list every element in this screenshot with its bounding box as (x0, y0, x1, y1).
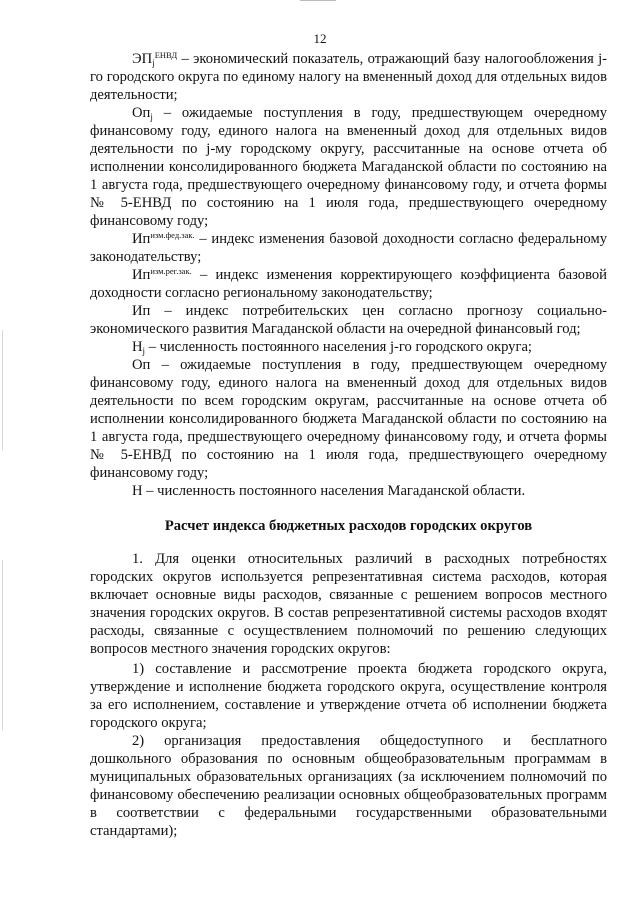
symbol-subscript: j (150, 112, 153, 122)
definition-text: – численность постоянного населения j-го городского округа; (145, 339, 532, 355)
page-number: 12 (313, 31, 327, 46)
definition-text: – ожидаемые поступления в году, предшествующем очередному финансовому году, единого налога на вмененный доход для отдельных видов деятельности по всем городским округам, рассчитанные на основе отчета об исполнении консолидированного бюджета Магаданской области по состоянию на 1 августа года, предшествующего очередному финансовому году, и отчета формы № 5-ЕНВД по состоянию на 1 июля года, предшествующего очередному финансовому году; (90, 357, 607, 481)
definition-text: – индекс изменения базовой доходности согласно федеральному законодательству; (90, 231, 607, 265)
symbol-superscript: ЕНВД (154, 50, 178, 60)
symbol: Оп (132, 105, 151, 121)
scan-edge-mark (300, 0, 336, 1)
definition-op-j (90, 104, 607, 230)
symbol-subscript: j (142, 346, 146, 356)
symbol: Н (132, 339, 143, 355)
definition-text: – ожидаемые поступления в году, предшествующем очередному финансовому году, единого налога на вмененный доход для отдельных видов деятельности по j-му городскому округу, рассчитанные на основе отчета об исполнении консолидированного бюджета Магаданской области по состоянию на 1 августа года, предшествующего очередному финансовому году, и отчета формы № 5-ЕНВД по состоянию на 1 июля года, предшествующего очередному финансовому году; (90, 105, 607, 229)
symbol-subscript: j (152, 58, 155, 68)
symbol: ЭП (132, 51, 153, 67)
definition-ip-reg (90, 266, 607, 302)
definition-op-total (90, 356, 607, 482)
symbol-superscript: изм.фед.зак. (150, 230, 195, 240)
symbol: Ип (132, 267, 151, 283)
scan-margin-mark (2, 330, 3, 450)
definition-text: – индекс изменения корректирующего коэффициента базовой доходности согласно региональному законодательству; (90, 267, 607, 301)
section-title: Расчет индекса бюджетных расходов городских округов (164, 518, 533, 534)
paragraph-item-2: 2) организация предоставления общедоступного и бесплатного дошкольного образования по основным общеобразовательным программам в муниципальных образовательных организациях (за исключением полномочий по финансовому обеспечению реализации основных общеобразовательных программ в соответствии с федеральными государственными образовательными стандартами); (90, 733, 607, 839)
symbol: Ип (132, 231, 151, 247)
paragraph-item-1: 1) составление и рассмотрение проекта бюджета городского округа, утверждение и исполнение бюджета городского округа, осуществление контроля за его исполнением, составление и утверждение отчета об исполнении бюджета городского округа; (90, 661, 607, 731)
symbol: Ип (132, 303, 151, 319)
paragraph-1: 1. Для оценки относительных различий в расходных потребностях городских округов используется репрезентативная система расходов, которая включает основные виды расходов, связанные с решением вопросов местного значения городских округов. В состав репрезентативной системы расходов входят расходы, связанные с осуществлением полномочий по решению следующих вопросов местного значения городских округов: (90, 551, 607, 657)
symbol: Оп (132, 357, 151, 373)
definition-n-total (90, 482, 607, 500)
scan-margin-mark (2, 560, 3, 730)
definition-ip (90, 302, 607, 338)
definition-ip-fed (90, 230, 607, 266)
definition-n-j (90, 338, 607, 356)
symbol-superscript: изм.рег.зак. (150, 266, 192, 276)
document-body (90, 50, 607, 840)
definition-text: – индекс потребительских цен согласно прогнозу социально-экономического развития Магаданской области на очередной финансовый год; (90, 303, 607, 337)
definition-text: – экономический показатель, отражающий базу налогообложения j-го городского округа по единому налогу на вмененный доход для отдельных видов деятельности; (90, 51, 607, 103)
definition-text: – численность постоянного населения Магаданской области. (142, 483, 526, 499)
symbol: Н (132, 483, 143, 499)
definition-ep-envd (90, 50, 607, 104)
